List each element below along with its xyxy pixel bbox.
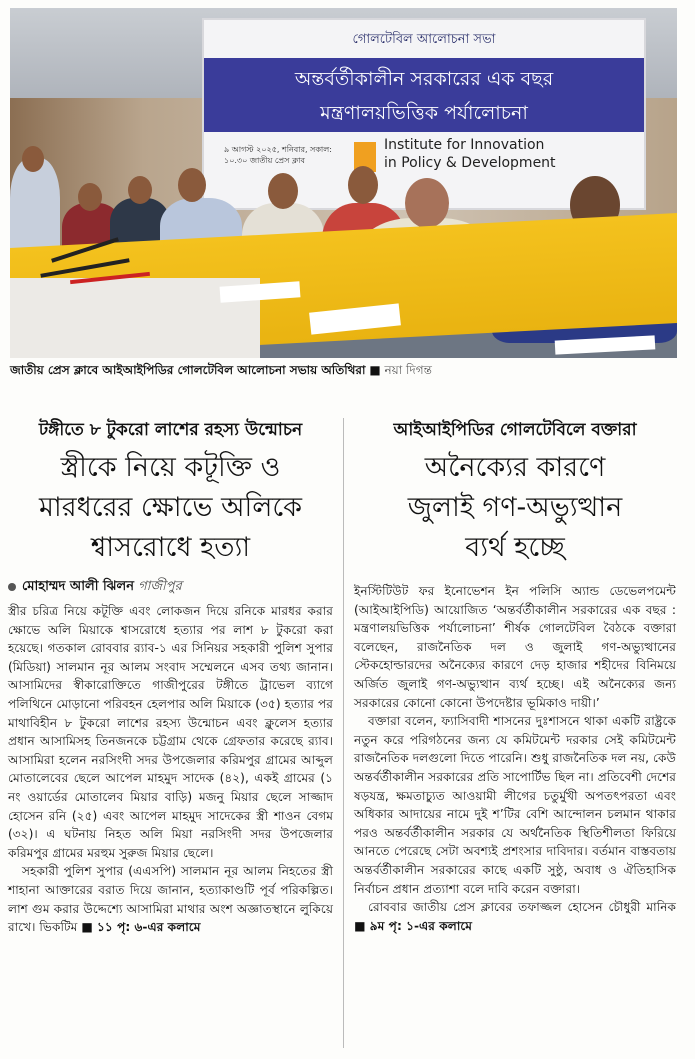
left-article-para1: স্ত্রীর চরিত্র নিয়ে কটূক্তি এবং লোকজন দিয়ে রনিকে মারধর করার ক্ষোভে অলি মিয়াকে শ্বাসরোধে হত্যার পর লাশ ৮ টুকরো করা হয়েছে। গতকাল রোববার র‍্যাব-১ এর সিনিয়র সহকারী পুলিশ সুপার (মিডিয়া) সালমান নূর আলম সংবাদ সম্মেলনে এসব তথ্য জানান। আসামিদের স্বীকারোক্তিতে গাজীপুরের টঙ্গীতে ট্রাভেল ব্যাগে পলিথিনে মোড়ানো পরিবহন হেলপার অলি মিয়াকে (৩৫) হত্যার পর মাথাবিহীন ৮ টুকরো লাশের রহস্য উন্মোচন এবং ক্লুলেস হত্যার প্রধান আসামিসহ তিনজনকে চট্টগ্রাম থেকে গ্রেফতার করেছে র‍্যাব। আসামিরা হলেন নরসিংদী সদর উপজেলার করিমপুর গ্রামের আব্দুল মোতালেবের ছেলে আপেল মাহমুদ সাদেক (৪২), একই গ্রামের (১ নং ওয়ার্ডের মোতালেব মিয়ার বাড়ি) মজনু মিয়ার ছেলে সাজ্জাদ হোসেন রনি (২৫) এবং আপেল মাহমুদ সাদেকের স্ত্রী শাওন বেগম (৩২)। এ ঘটনায় নিহত অলি মিয়া নরসিংদী সদর উপজেলার করিমপুর গ্রামের মরহুম সুরুজ মিয়ার ছেলে। — [8, 604, 333, 860]
left-article-para2 — [8, 862, 333, 936]
person-head — [22, 146, 44, 172]
banner-title-line1: অন্তর্বর্তীকালীন সরকারের এক বছর — [294, 68, 554, 90]
right-article-kicker: আইআইপিডির গোলটেবিলে বক্তারা — [393, 420, 637, 440]
left-article-body — [8, 602, 333, 937]
left-headline-line2: মারধরের ক্ষোভে অলিকে — [38, 492, 303, 523]
banner-org-line1: Institute for Innovation — [384, 137, 545, 153]
caption-source: নয়া দিগন্ত — [384, 363, 432, 377]
person-head — [78, 183, 102, 211]
left-article-byline — [8, 578, 333, 596]
left-article-headline — [8, 448, 333, 568]
person-left — [10, 158, 60, 258]
person-head — [268, 173, 298, 209]
caption-separator: ■ — [369, 363, 385, 377]
right-headline-line3: ব্যর্থ হচ্ছে — [465, 532, 565, 563]
byline-bullet-icon — [8, 583, 16, 591]
banner-organization — [384, 136, 634, 172]
right-article-para3 — [354, 898, 676, 935]
banner-date: ৯ আগস্ট ২০২৫, শনিবার, সকাল: ১০.৩০ জাতীয় প্রেস ক্লাব — [224, 145, 332, 165]
right-article — [354, 418, 676, 935]
person-head — [178, 168, 206, 202]
banner-title-line2: মন্ত্রণালয়ভিত্তিক পর্যালোচনা — [320, 102, 528, 124]
left-headline-line1: স্ত্রীকে নিয়ে কটূক্তি ও — [60, 452, 281, 483]
right-jump-text: ৯ম পৃ: ১-এর কলামে — [369, 918, 473, 933]
left-article-kicker: টঙ্গীতে ৮ টুকরো লাশের রহস্য উন্মোচন — [38, 420, 303, 440]
person-head — [348, 166, 378, 204]
right-article-para2: বক্তারা বলেন, ফ্যাসিবাদী শাসনের দুঃশাসনে থাকা একটি রাষ্ট্রকে নতুন করে পরিগঠনের জন্য যে কমিটমেন্ট দরকার সেই কমিটমেন্ট রাজনৈতিক দলগুলো দিতে পারেনি। শুধু রাজনৈতিক দল নয়, কেউ অন্তর্বর্তীকালীন সরকারের প্রতি সাপোর্টিভ ছিল না। প্রতিবেশী দেশের ষড়যন্ত্র, ক্ষমতাচ্যুত আওয়ামী লীগের চতুর্মুখী অপতৎপরতা এবং অধিকার আদায়ের নামে দুই শ’টির বেশি আন্দোলন চলমান থাকার পরও অন্তর্বর্তীকালীন সরকার যে অর্থনৈতিক স্থিতিশীলতা ফিরিয়ে আনতে পেরেছে সেটা অবশ্যই প্রশংসার দাবিদার। বর্তমান বাস্তবতায় অন্তর্বর্তীকালীন সরকারের কাছে একটি সুষ্ঠু, অবাধ ও ঐতিহাসিক নির্বাচন প্রধান প্রত্যাশা বলে দাবি করেন বক্তারা। — [354, 714, 676, 896]
right-headline-line2: জুলাই গণ-অভ্যুত্থান — [407, 492, 623, 523]
left-article-jump[interactable]: ■ ১১ পৃ: ৬-এর কলামে — [81, 920, 201, 935]
right-article-headline — [354, 448, 676, 568]
banner-title-band — [204, 58, 644, 132]
person-head — [405, 178, 449, 228]
press-conference-photo — [10, 8, 677, 358]
left-jump-text: ১১ পৃ: ৬-এর কলামে — [97, 920, 201, 935]
left-headline-line3: শ্বাসরোধে হত্যা — [90, 532, 251, 563]
column-divider — [343, 418, 344, 1048]
left-para2-text: সহকারী পুলিশ সুপার (এএসপি) সালমান নূর আলম নিহতের স্ত্রী শাহানা আক্তারের বরাত দিয়ে জানান, হত্যাকাণ্ডটি পূর্ব পরিকল্পিত। লাশ গুম করার উদ্দেশ্যে আসামিরা মাথার অংশ অজ্ঞাতস্থানে লুকিয়ে রাখে। ভিকটিম — [8, 864, 333, 935]
left-article — [8, 418, 333, 937]
right-headline-line1: অনৈক্যের কারণে — [424, 452, 606, 483]
right-para3-text: রোববার জাতীয় প্রেস ক্লাবের তফাজ্জল হোসেন চৌধুরী মানিক — [368, 900, 676, 915]
byline-author: মোহাম্মদ আলী ঝিলন — [22, 579, 134, 594]
caption-text: জাতীয় প্রেস ক্লাবে আইআইপিডির গোলটেবিল আলোচনা সভায় অতিথিরা — [10, 363, 366, 377]
banner-org-line2: in Policy & Development — [384, 155, 556, 171]
right-article-jump[interactable]: ■ ৯ম পৃ: ১-এর কলামে — [354, 918, 473, 933]
right-article-body — [354, 582, 676, 935]
banner-top-text: গোলটেবিল আলোচনা সভা — [352, 32, 496, 47]
right-article-para1: ইনস্টিটিউট ফর ইনোভেশন ইন পলিসি অ্যান্ড ডেভেলপমেন্ট (আইআইপিডি) আয়োজিত ‘অন্তর্বর্তীকালীন সরকারের এক বছর : মন্ত্রণালয়ভিত্তিক পর্যালোচনা’ শীর্ষক গোলটেবিল বৈঠকে বক্তারা বলেছেন, রাজনৈতিক দল ও জুলাই গণ-অভ্যুত্থানের স্টেকহোল্ডারদের অনৈক্যের কারণে দেড় হাজার শহীদের বিনিময়ে অর্জিত জুলাই গণ-অভ্যুত্থান ব্যর্থ হচ্ছে। এই অনৈক্যের জন্য সরকারের কোনো কোনো উপদেষ্টার ভূমিকাও দায়ী।’ — [354, 584, 676, 710]
photo-caption — [10, 360, 677, 380]
person-head — [128, 176, 152, 204]
byline-place: গাজীপুর — [138, 579, 182, 594]
